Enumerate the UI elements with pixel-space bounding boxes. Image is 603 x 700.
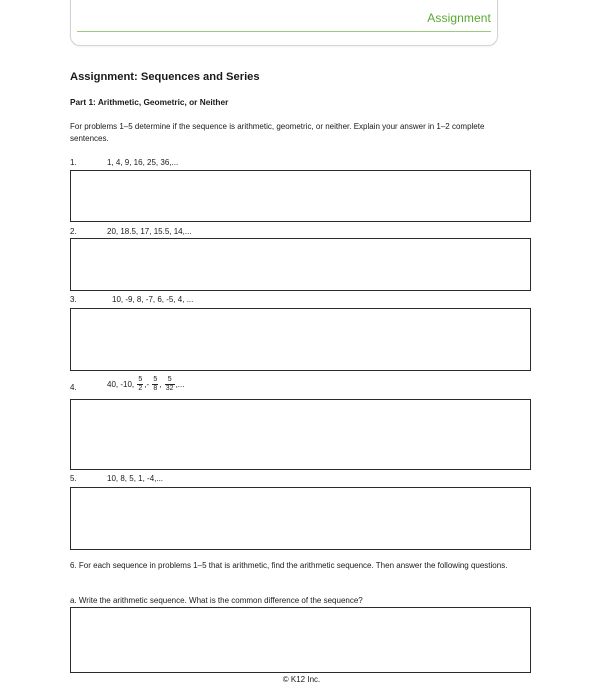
problem-4-separator-2: ,	[159, 380, 162, 389]
fraction-1-denominator: 2	[138, 385, 143, 392]
problem-4-fraction-3	[165, 376, 175, 393]
problem-5-answer-box[interactable]	[70, 487, 531, 550]
part-heading: Part 1: Arithmetic, Geometric, or Neither	[70, 97, 229, 107]
problem-1-sequence: 1, 4, 9, 16, 25, 36,...	[107, 158, 179, 167]
problem-3-sequence: 10, -9, 8, -7, 6, -5, 4, ...	[112, 295, 194, 304]
problem-4-separator-1: ,-	[144, 380, 150, 389]
header-divider	[77, 31, 491, 32]
instructions-text: For problems 1–5 determine if the sequence is arithmetic, geometric, or neither. Explain your answer in 1–2 complete sentences.	[70, 122, 485, 143]
fraction-1-numerator: 5	[138, 376, 143, 383]
copyright-footer: © K12 Inc.	[282, 675, 321, 684]
problem-4-fraction-2	[152, 376, 158, 393]
problem-4-sequence-suffix: ,...	[175, 380, 185, 389]
problem-1-answer-box[interactable]	[70, 170, 531, 222]
problem-4-fraction-1	[137, 376, 143, 393]
fraction-3-numerator: 5	[165, 376, 175, 385]
fraction-2-numerator: 5	[153, 376, 158, 383]
problem-4-sequence-prefix: 40, -10,	[107, 380, 135, 389]
problem-3-number: 3.	[70, 295, 77, 304]
problem-2-number: 2.	[70, 227, 77, 236]
problem-2-answer-box[interactable]	[70, 238, 531, 291]
assignment-title: Assignment: Sequences and Series	[70, 71, 260, 83]
problem-4-number: 4.	[70, 383, 77, 392]
assignment-header-card	[70, 0, 498, 46]
problem-4-sequence	[107, 376, 184, 393]
question-6a-answer-box[interactable]	[70, 607, 531, 673]
problem-2-sequence: 20, 18.5, 17, 15.5, 14,...	[107, 227, 192, 236]
problem-1-number: 1.	[70, 158, 77, 167]
question-6a-prompt: a. Write the arithmetic sequence. What is the common difference of the sequence?	[70, 596, 363, 605]
problem-5-number: 5.	[70, 474, 77, 483]
problem-5-sequence: 10, 8, 5, 1, -4,...	[107, 474, 164, 483]
fraction-2-denominator: 8	[153, 385, 158, 392]
question-6-prompt: 6. For each sequence in problems 1–5 that is arithmetic, find the arithmetic sequence. Then answer the following questions.	[70, 561, 508, 570]
fraction-3-denominator: 32	[165, 385, 174, 392]
problem-4-answer-box[interactable]	[70, 399, 531, 470]
problem-3-answer-box[interactable]	[70, 308, 531, 371]
assignment-header-label: Assignment	[427, 11, 491, 25]
